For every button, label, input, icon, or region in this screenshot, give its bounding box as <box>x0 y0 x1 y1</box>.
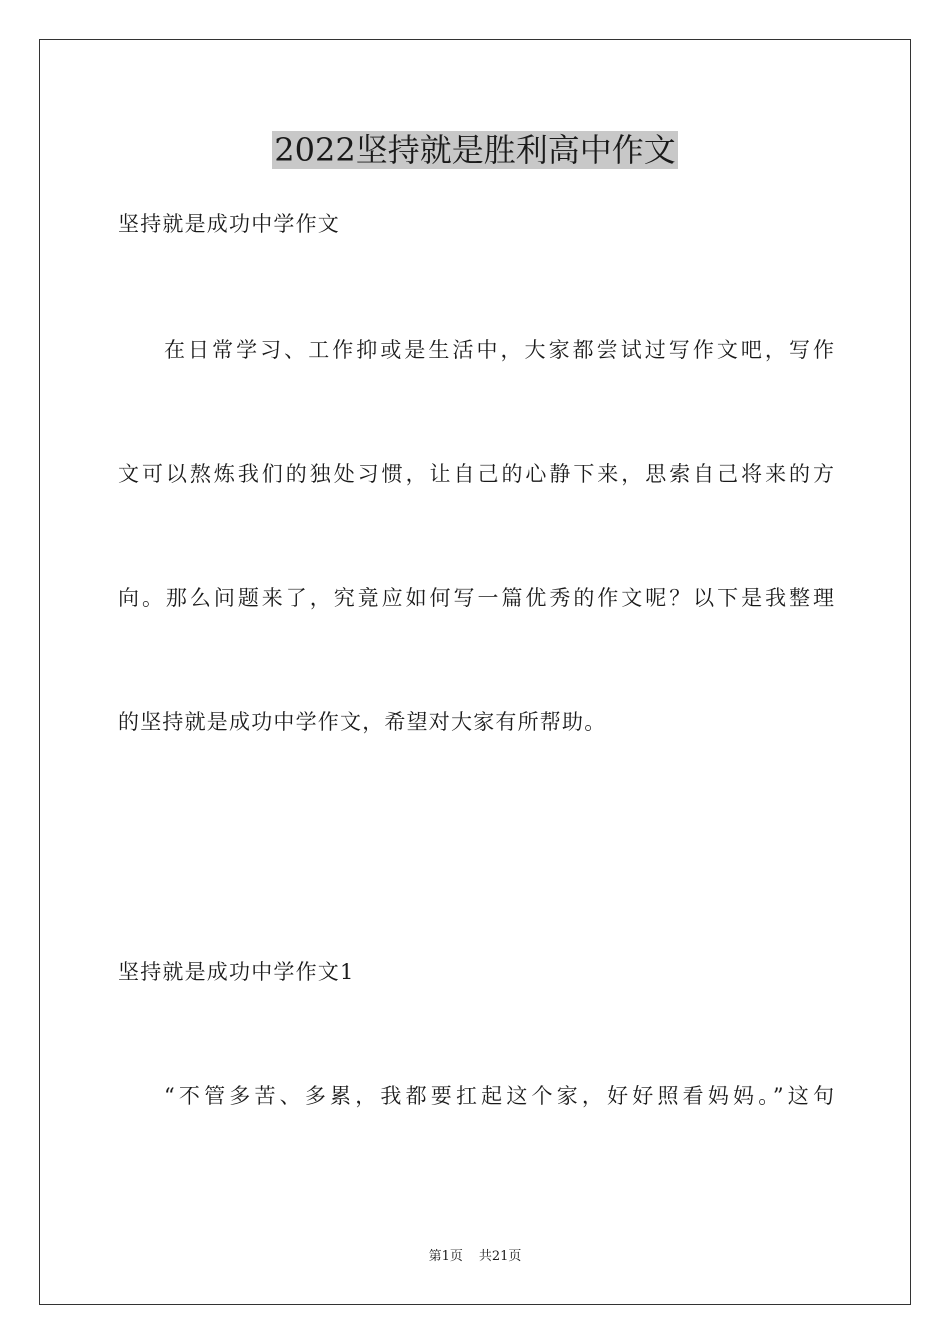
section-paragraph-line-1: “不管多苦、多累，我都要扛起这个家，好好照看妈妈。”这句 <box>164 1084 834 1108</box>
document-title-text: 2022坚持就是胜利高中作文 <box>274 131 676 169</box>
document-subtitle: 坚持就是成功中学作文 <box>118 212 340 236</box>
page-total: 共21页 <box>478 1249 522 1264</box>
page-footer <box>0 1248 950 1266</box>
paragraph-line-1: 在日常学习、工作抑或是生活中，大家都尝试过写作文吧，写作 <box>164 338 834 362</box>
paragraph-line-4: 的坚持就是成功中学作文，希望对大家有所帮助。 <box>118 710 607 734</box>
paragraph-line-3: 向。那么问题来了，究竟应如何写一篇优秀的作文呢？以下是我整理 <box>118 586 834 610</box>
page-number: 第1页 <box>428 1249 463 1264</box>
paragraph-line-2: 文可以熬炼我们的独处习惯，让自己的心静下来，思索自己将来的方 <box>118 462 834 486</box>
document-title <box>0 128 950 172</box>
section-heading: 坚持就是成功中学作文1 <box>118 960 355 984</box>
